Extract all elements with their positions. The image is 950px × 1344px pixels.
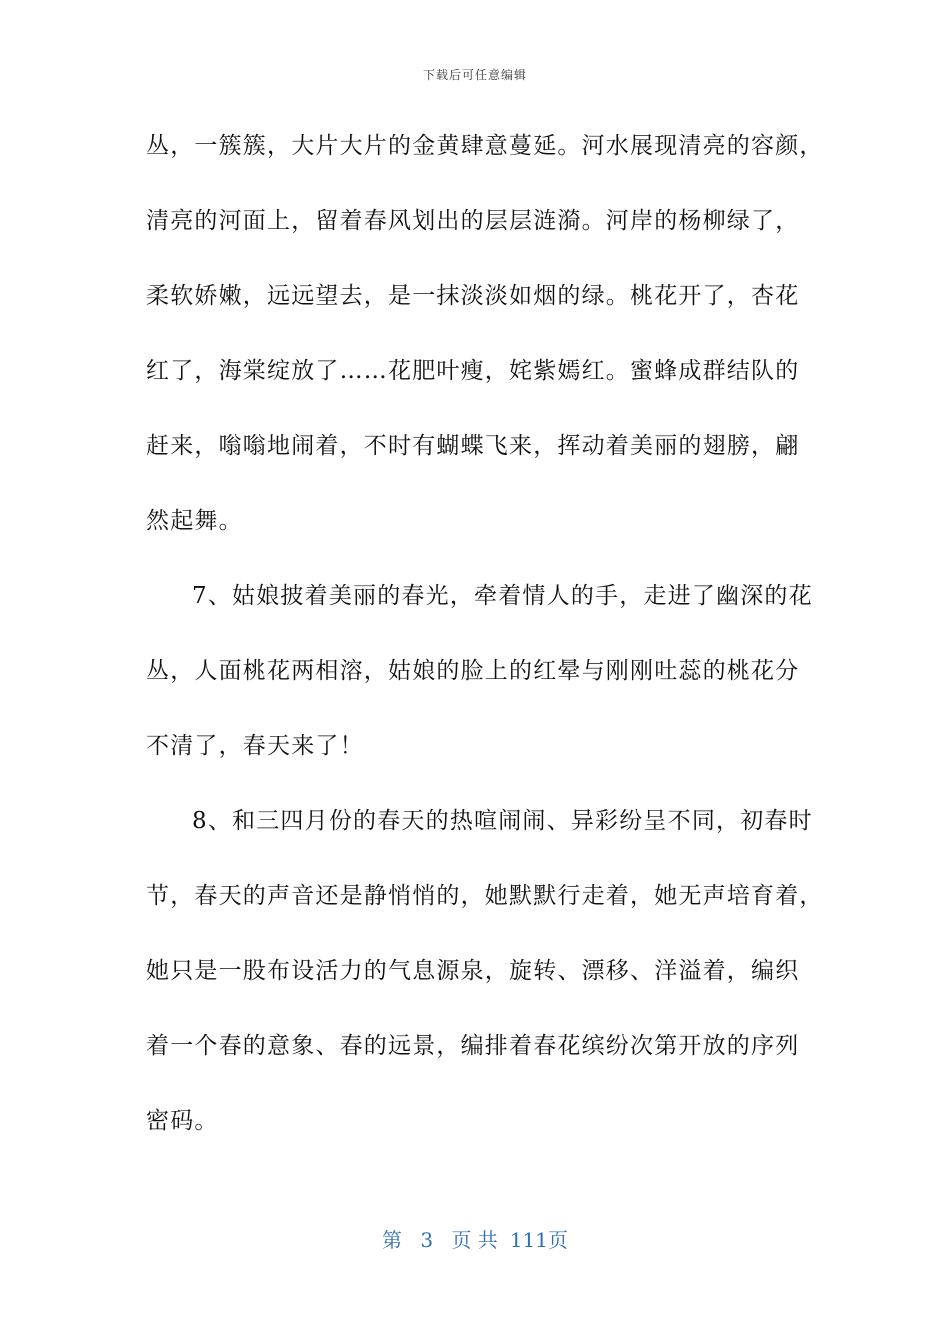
text-line: 赶来，嗡嗡地闹着，不时有蝴蝶飞来，挥动着美丽的翅膀，翩 — [146, 433, 800, 459]
page-footer — [0, 1224, 950, 1253]
text-line: 清亮的河面上，留着春风划出的层层涟漪。河岸的杨柳绿了， — [146, 208, 800, 234]
page-number: 3 — [420, 1228, 434, 1252]
page-header: 下载后可任意编辑 — [422, 68, 527, 82]
text-line: 然起舞。 — [146, 508, 243, 534]
page-label-middle: 页 共 — [451, 1228, 498, 1252]
text-line: 红了，海棠绽放了……花肥叶瘦，姹紫嫣红。蜜蜂成群结队的 — [146, 358, 800, 384]
page-label-prefix: 第 — [382, 1228, 402, 1252]
text-line: 她只是一股布设活力的气息源泉，旋转、漂移、洋溢着，编织 — [146, 958, 800, 984]
text-line: 节，春天的声音还是静悄悄的，她默默行走着，她无声培育着， — [146, 883, 824, 909]
text-line: 不清了，春天来了！ — [146, 733, 364, 759]
total-pages: 111 — [509, 1228, 548, 1252]
paragraph-7-start: 7、姑娘披着美丽的春光，牵着情人的手，走进了幽深的花 — [192, 583, 813, 609]
text-line: 着一个春的意象、春的远景，编排着春花缤纷次第开放的序列 — [146, 1033, 800, 1059]
text-line: 丛，人面桃花两相溶，姑娘的脸上的红晕与刚刚吐蕊的桃花分 — [146, 658, 800, 684]
document-body — [146, 120, 824, 1170]
text-line: 丛，一簇簇，大片大片的金黄肆意蔓延。河水展现清亮的容颜， — [146, 133, 824, 159]
paragraph-8-start: 8、和三四月份的春天的热喧闹闹、异彩纷呈不同，初春时 — [192, 808, 813, 834]
text-line: 柔软娇嫩，远远望去，是一抹淡淡如烟的绿。桃花开了，杏花 — [146, 283, 800, 309]
page-label-suffix: 页 — [548, 1228, 568, 1252]
text-line: 密码。 — [146, 1108, 219, 1134]
